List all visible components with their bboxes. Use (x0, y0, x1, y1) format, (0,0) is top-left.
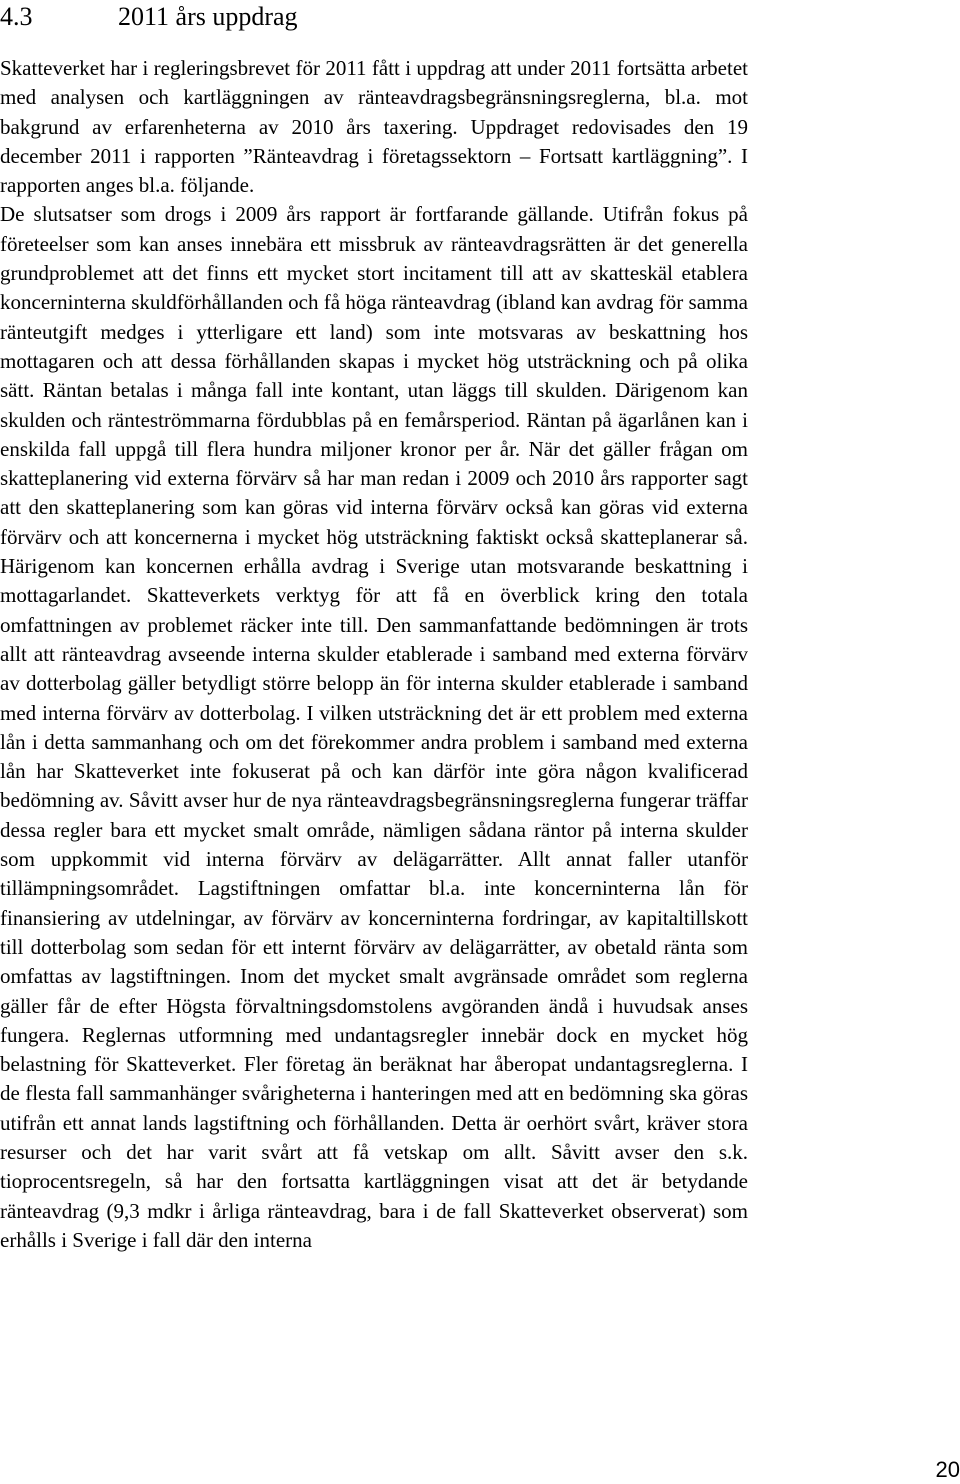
paragraph-quote: De slutsatser som drogs i 2009 års rapport är fortfarande gällande. Utifrån fokus på företeelser som kan anses innebära ett missbruk av ränteavdragsrätten är det generella grundproblemet att det finns ett mycket stort incitament till att av skatteskäl etablera koncerninterna skuldförhållanden och få höga ränteavdrag (ibland kan avdrag för samma ränteutgift medges i ytterligare ett land) som inte motsvaras av beskattning hos mottagaren och att dessa förhållanden skapas i mycket hög utsträckning och på olika sätt. Räntan betalas i många fall inte kontant, utan läggs till skulden. Därigenom kan skulden och ränteströmmarna fördubblas på en femårsperiod. Räntan på ägarlånen kan i enskilda fall uppgå till flera hundra miljoner kronor per år. När det gäller frågan om skatteplanering vid externa förvärv så har man redan i 2009 och 2010 års rapporter sagt att den skatteplanering som kan göras vid interna förvärv också kan göras vid externa förvärv och att koncernerna i mycket hög utsträckning faktiskt också skatteplanerar så. Härigenom kan koncernen erhålla avdrag i Sverige utan motsvarande beskattning i mottagarlandet. Skatteverkets verktyg för att få en överblick kring den totala omfattningen av problemet räcker inte till. Den sammanfattande bedömningen är trots allt att ränteavdrag avseende interna skulder etablerade i samband med externa förvärv av dotterbolag gäller betydligt större belopp än för interna skulder etablerade i samband med interna förvärv av dotterbolag. I vilken utsträckning det är ett problem med externa lån i detta sammanhang och om det förekommer andra problem i samband med externa lån har Skatteverket inte fokuserat på och kan därför inte göra någon kvalificerad bedömning av. Såvitt avser hur de nya ränteavdragsbegränsningsreglerna fungerar träffar dessa regler bara ett mycket smalt område, nämligen sådana räntor på interna skulder som uppkommit vid interna förvärv av delägarrätter. Allt annat faller utanför tillämpningsområdet. Lagstiftningen omfattar bl.a. inte koncerninterna lån för finansiering av utdelningar, av förvärv av koncerninterna fordringar, av kapitaltillskott till dotterbolag som sedan för ett internt förvärv av delägarrätter, av obetald ränta som omfattas av lagstiftningen. Inom det mycket smalt avgränsade området som reglerna gäller får de efter Högsta förvaltningsdomstolens avgöranden ändå i huvudsak anses fungera. Reglernas utformning med undantagsregler innebär dock en mycket hög belastning för Skatteverket. Fler företag än beräknat har åberopat undantagsreglerna. I de flesta fall sammanhänger svårigheterna i hanteringen med att en bedömning ska göras utifrån ett annat lands lagstiftning och förhållanden. Detta är oerhört svårt, kräver stora resurser och det har varit svårt att få vetskap om allt. Såvitt avser den s.k. tioprocentsregeln, så har den fortsatta kartläggningen visat att det är betydande ränteavdrag (9,3 mdkr i årliga ränteavdrag, bara i de fall Skatteverket observerat) som erhålls i Sverige i fall där den interna (0, 202, 748, 1252)
document-body (0, 54, 748, 1255)
section-title: 2011 års uppdrag (118, 2, 298, 31)
paragraph-intro: Skatteverket har i regleringsbrevet för 2011 fått i uppdrag att under 2011 fortsätta arbetet med analysen och kartläggningen av ränteavdragsbegränsningsreglerna, bl.a. mot bakgrund av erfarenheterna av 2010 års taxering. Uppdraget redovisades den 19 december 2011 i rapporten ”Ränteavdrag i företagssektorn – Fortsatt kartläggning”. I rapporten anges bl.a. följande. (0, 56, 748, 198)
section-heading (0, 2, 298, 32)
section-number: 4.3 (0, 2, 33, 31)
page-number: 20 (935, 1457, 960, 1482)
